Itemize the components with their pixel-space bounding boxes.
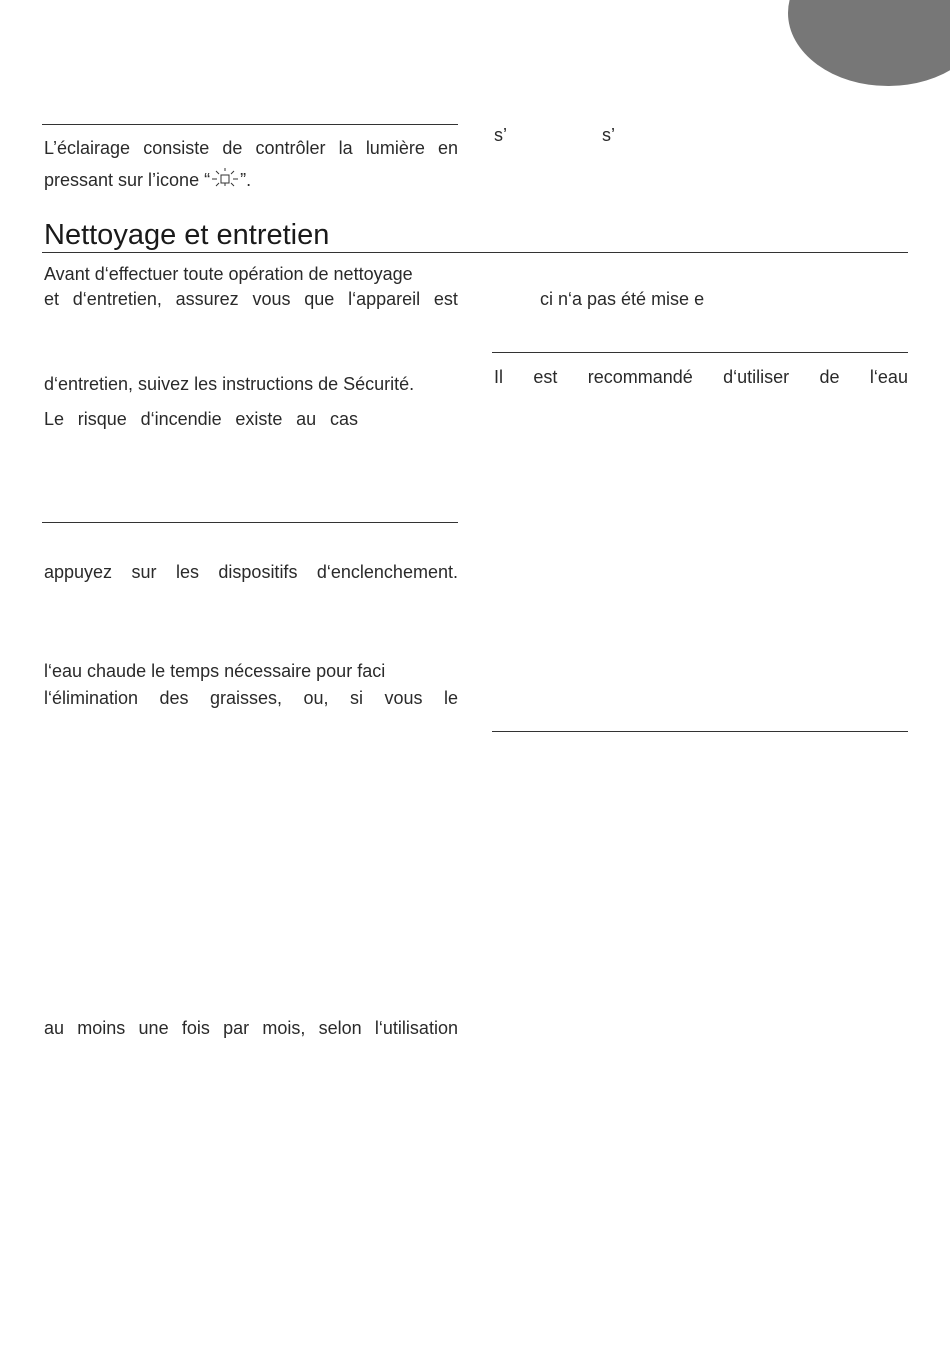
- word: lumière: [365, 138, 425, 158]
- word: est: [533, 367, 558, 387]
- word: une: [138, 1018, 169, 1038]
- cleaning-line-1: Avant d‘effectuer toute opération de nettoyage: [44, 264, 413, 284]
- word: par: [223, 1018, 250, 1038]
- lighting-line-2: [44, 168, 251, 191]
- cleaning-line-2: [44, 288, 458, 310]
- word: en: [437, 138, 458, 158]
- word: si: [350, 688, 364, 708]
- section-rule-filters: [42, 522, 458, 523]
- section-heading: Nettoyage et entretien: [44, 219, 330, 251]
- word: appuyez: [44, 562, 113, 582]
- right-mid-fragment: ci n‘a pas été mise e: [540, 289, 705, 309]
- section-rule-right-1: [492, 352, 908, 353]
- word: de: [819, 367, 840, 387]
- word: selon: [318, 1018, 362, 1038]
- word: assurez: [175, 289, 239, 309]
- word: l‘appareil: [348, 289, 421, 309]
- word: sur: [131, 562, 157, 582]
- word: de: [222, 138, 243, 158]
- section-rule-lighting: [42, 124, 458, 125]
- word: contrôler: [255, 138, 326, 158]
- word: recommandé: [587, 367, 693, 387]
- word: la: [338, 138, 353, 158]
- word: ou,: [303, 688, 329, 708]
- word: et: [44, 289, 60, 309]
- word: L’éclairage: [44, 138, 131, 158]
- page-corner-tab: [788, 0, 950, 86]
- word: d‘incendie: [140, 409, 222, 429]
- heading-rule: [42, 252, 908, 253]
- word: au: [44, 1018, 65, 1038]
- cleaning-line-4: [44, 408, 358, 430]
- filters-line-4: [44, 1017, 458, 1039]
- word: Le: [44, 409, 65, 429]
- word: vous: [384, 688, 423, 708]
- word: d‘enclenchement.: [316, 562, 458, 582]
- right-fragment-2: s’: [602, 125, 615, 145]
- word: fois: [181, 1018, 210, 1038]
- word: dispositifs: [218, 562, 298, 582]
- word: d‘entretien,: [72, 289, 162, 309]
- lighting-text-before-icon: pressant sur l’icone “: [44, 170, 211, 190]
- right-fragment-1: s’: [494, 125, 507, 145]
- word: cas: [329, 409, 358, 429]
- word: vous: [252, 289, 291, 309]
- word: moins: [77, 1018, 126, 1038]
- section-rule-right-2: [492, 731, 908, 732]
- word: au: [296, 409, 317, 429]
- word: consiste: [143, 138, 210, 158]
- word: des: [159, 688, 189, 708]
- word: l‘eau: [869, 367, 908, 387]
- word: l‘élimination: [44, 688, 139, 708]
- word: mois,: [262, 1018, 306, 1038]
- word: existe: [235, 409, 283, 429]
- filters-line-2: l‘eau chaude le temps nécessaire pour faci: [44, 661, 386, 681]
- word: d‘utiliser: [723, 367, 790, 387]
- word: les: [175, 562, 199, 582]
- word: que: [304, 289, 335, 309]
- filters-line-1: [44, 561, 458, 583]
- word: Il: [494, 367, 503, 387]
- word: graisses,: [210, 688, 283, 708]
- cleaning-line-3: d‘entretien, suivez les instructions de Sécurité.: [44, 374, 415, 394]
- word: risque: [77, 409, 127, 429]
- filters-line-3: [44, 687, 458, 709]
- lighting-line-1: [44, 137, 458, 159]
- word: l‘utilisation: [374, 1018, 458, 1038]
- recommend-line: [494, 366, 908, 388]
- light-bulb-icon: [210, 168, 240, 188]
- lighting-text-after-icon: ”.: [240, 170, 252, 190]
- word: est: [433, 289, 458, 309]
- word: le: [443, 688, 458, 708]
